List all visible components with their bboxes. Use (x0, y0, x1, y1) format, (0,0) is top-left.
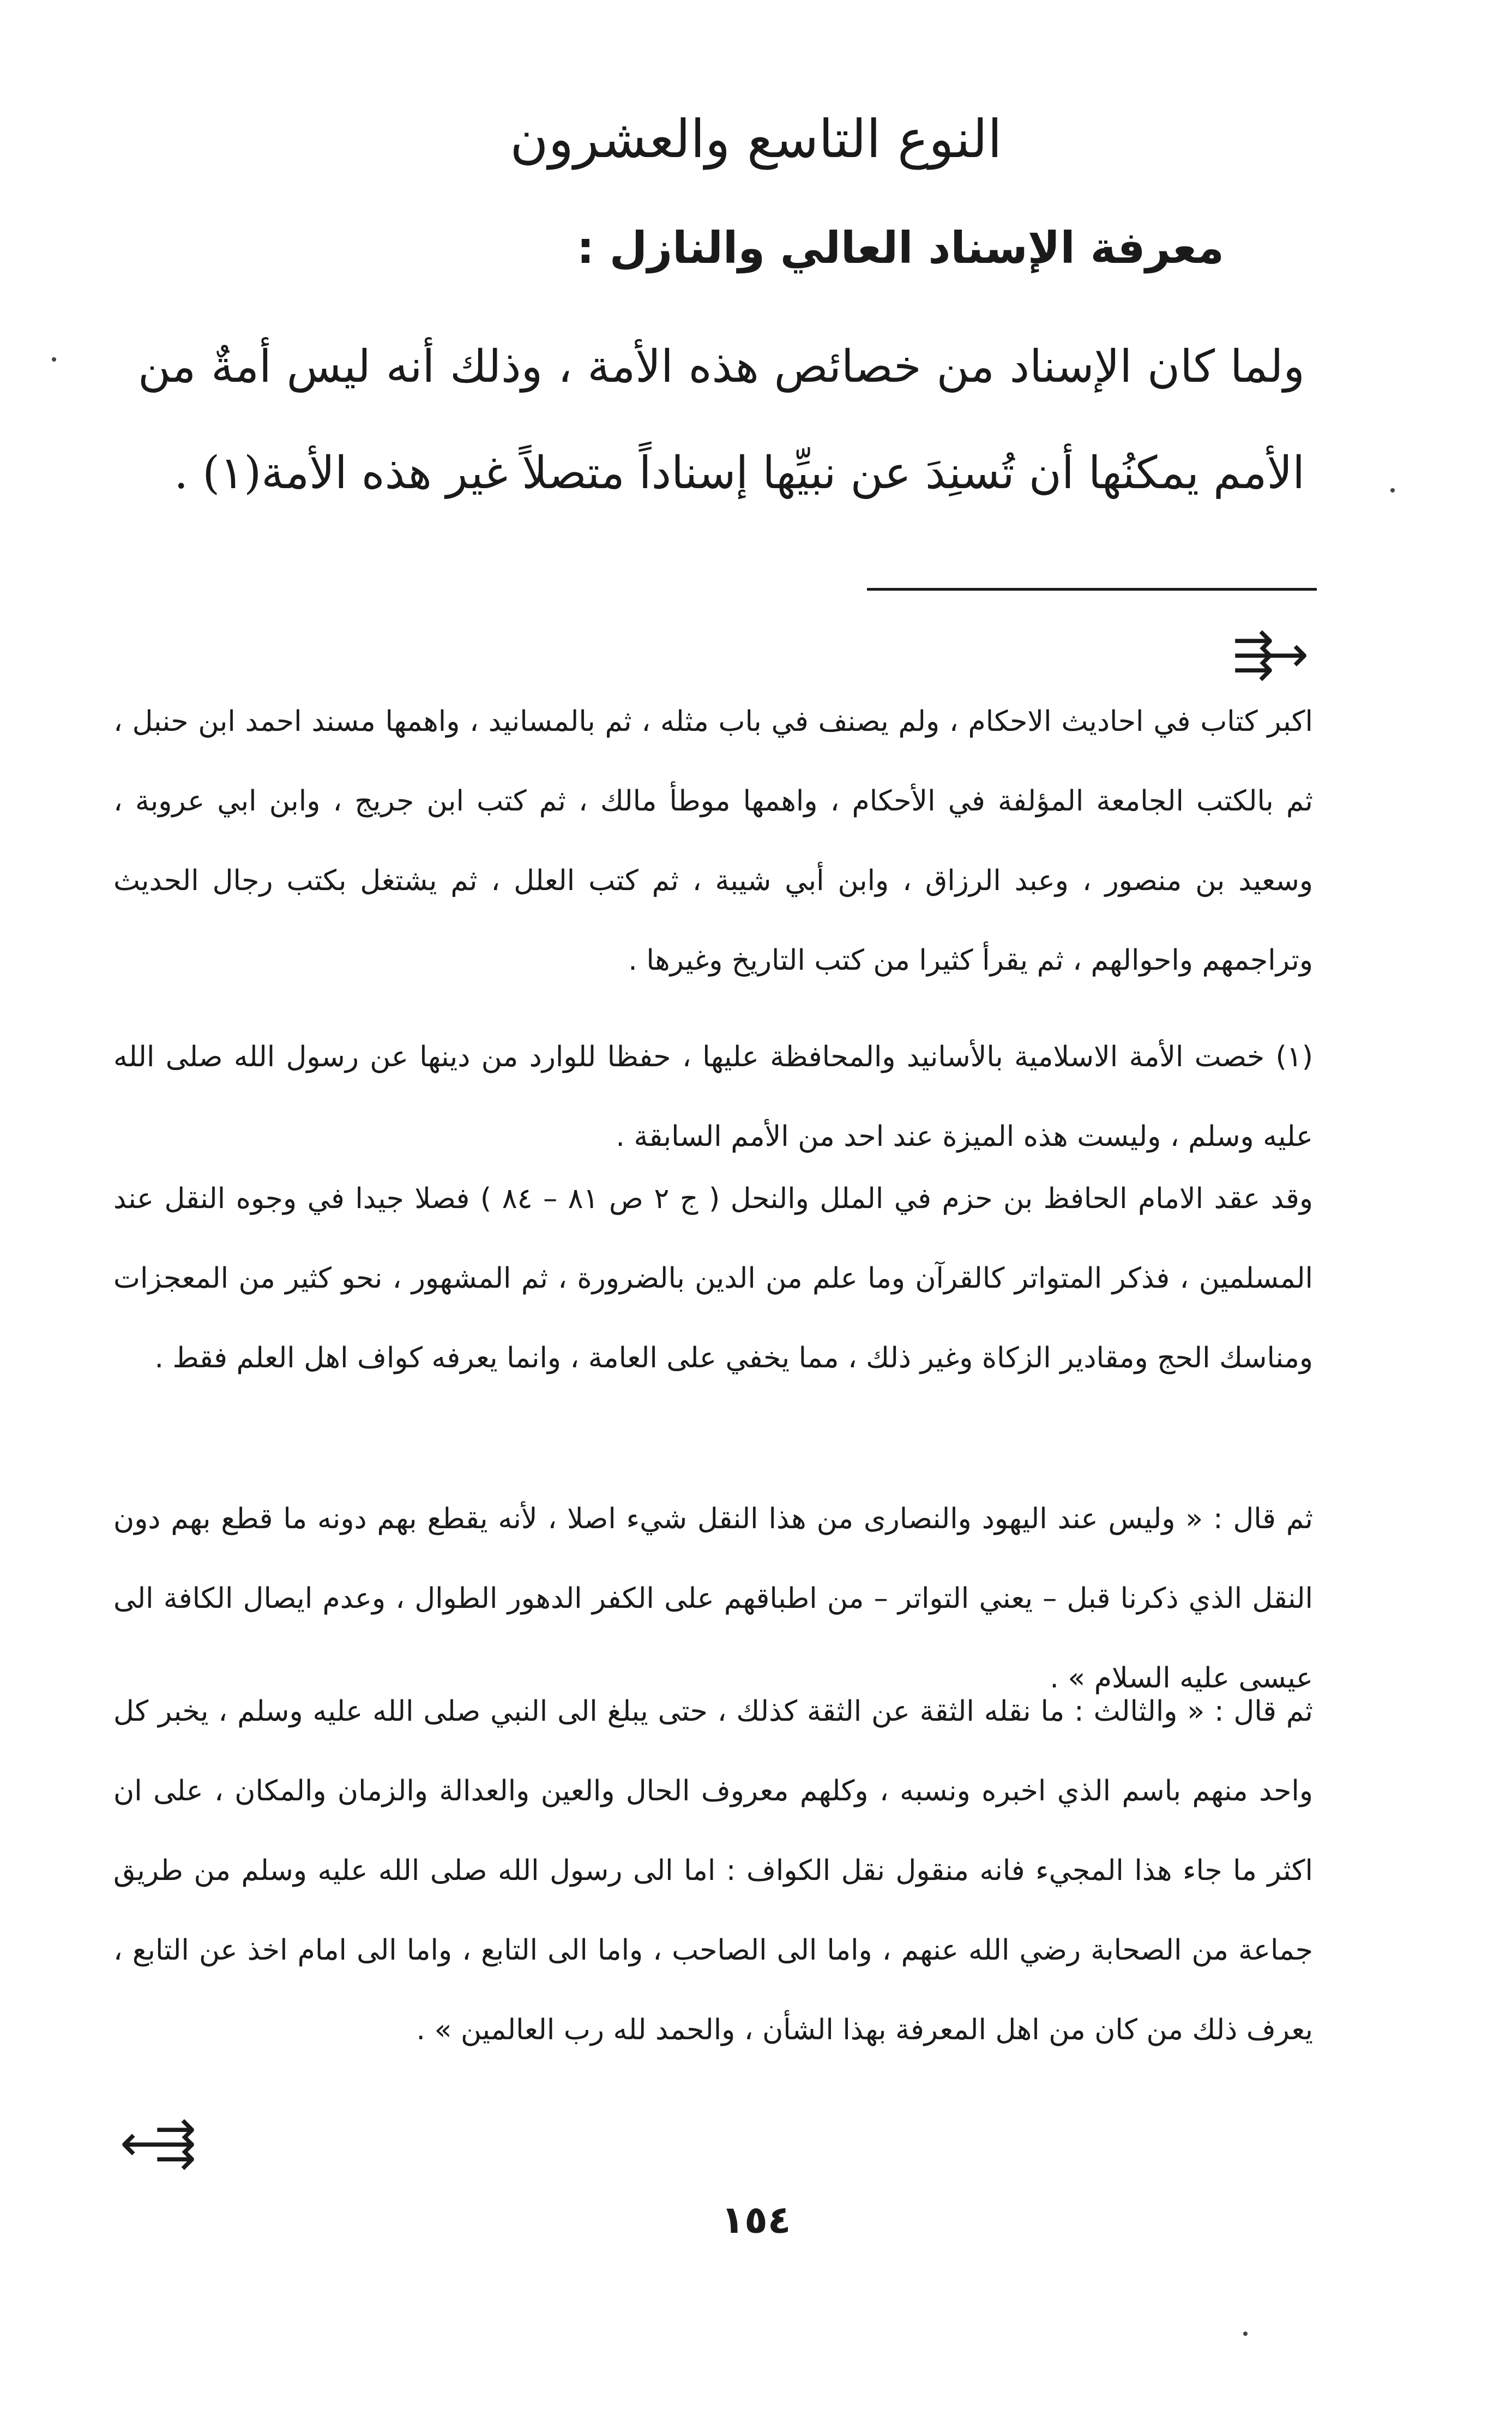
chapter-title: النوع التاسع والعشرون (510, 109, 1002, 170)
footnote-quote-1: ثم قال : « وليس عند اليهود والنصارى من هذا النقل شيء اصلا ، لأنه يقطع بهم دونه ما قطع بهم دون النقل الذي ذكرنا قبل – يعني التواتر – من اطباقهم على الكفر الدهور الطوال ، وعدم ايصال الكافة الى عيسى عليه السلام » . (113, 1503, 1313, 1695)
scan-speck (52, 357, 56, 362)
page-number: ١٥٤ (721, 2197, 791, 2242)
footnote-quote-2: ثم قال : « والثالث : ما نقله الثقة عن الثقة كذلك ، حتى يبلغ الى النبي صلى الله عليه وسلم ، يخبر كل واحد منهم باسم الذي اخبره ونسبه ، وكلهم معروف الحال والعين والعدالة والزمان والمكان ، على ان اكثر ما جاء هذا المجيء فانه منقول نقل الكواف : اما الى رسول الله صلى الله عليه وسلم من طريق جماعة من الصحابة رضي الله عنهم ، واما الى الصاحب ، واما الى التابع ، واما الى امام اخذ عن التابع ، يعرف ذلك من كان من اهل المعرفة بهذا الشأن ، والحمد لله رب العالمين » . (113, 1695, 1313, 2046)
footnote-separator (867, 588, 1317, 591)
footnote-continuation: اكبر كتاب في احاديث الاحكام ، ولم يصنف في باب مثله ، ثم بالمسانيد ، واهمها مسند احمد ابن حنبل ، ثم بالكتب الجامعة المؤلفة في الأحكام ، واهمها موطأ مالك ، ثم كتب ابن جريج ، وابن ابي عروبة ، وسعيد بن منصور ، وعبد الرزاق ، وابن أبي شيبة ، ثم كتب العلل ، ثم يشتغل بكتب رجال الحديث وتراجمهم واحوالهم ، ثم يقرأ كثيرا من كتب التاريخ وغيرها . (113, 705, 1313, 977)
intro-paragraph: ولما كان الإسناد من خصائص هذه الأمة ، وذلك أنه ليس أمةٌ من الأمم يمكنُها أن تُسنِدَ عن نبيِّها إسناداً متصلاً غير هذه الأمة(١) . (138, 341, 1305, 499)
scan-speck (1243, 2332, 1248, 2336)
footnote-1: (١) خصت الأمة الاسلامية بالأسانيد والمحافظة عليها ، حفظا للوارد من دينها عن رسول الله صلى الله عليه وسلم ، وليست هذه الميزة عند احد من الأمم السابقة . (113, 1041, 1313, 1153)
arrow-left-icon: ←⇶ (120, 2114, 189, 2172)
footnote-ibn-hazm: وقد عقد الامام الحافظ بن حزم في الملل والنحل ( ج ٢ ص ٨١ – ٨٤ ) فصلا جيدا في وجوه النقل عند المسلمين ، فذكر المتواتر كالقرآن وما علم من الدين بالضرورة ، ثم المشهور ، نحو كثير من المعجزات ومناسك الحج ومقادير الزكاة وغير ذلك ، مما يخفي على العامة ، وانما يعرفه كواف اهل العلم فقط . (113, 1182, 1313, 1374)
arrow-right-icon: ⇶→ (1232, 625, 1302, 683)
scan-speck (1390, 488, 1395, 492)
section-heading: معرفة الإسناد العالي والنازل : (576, 223, 1224, 273)
